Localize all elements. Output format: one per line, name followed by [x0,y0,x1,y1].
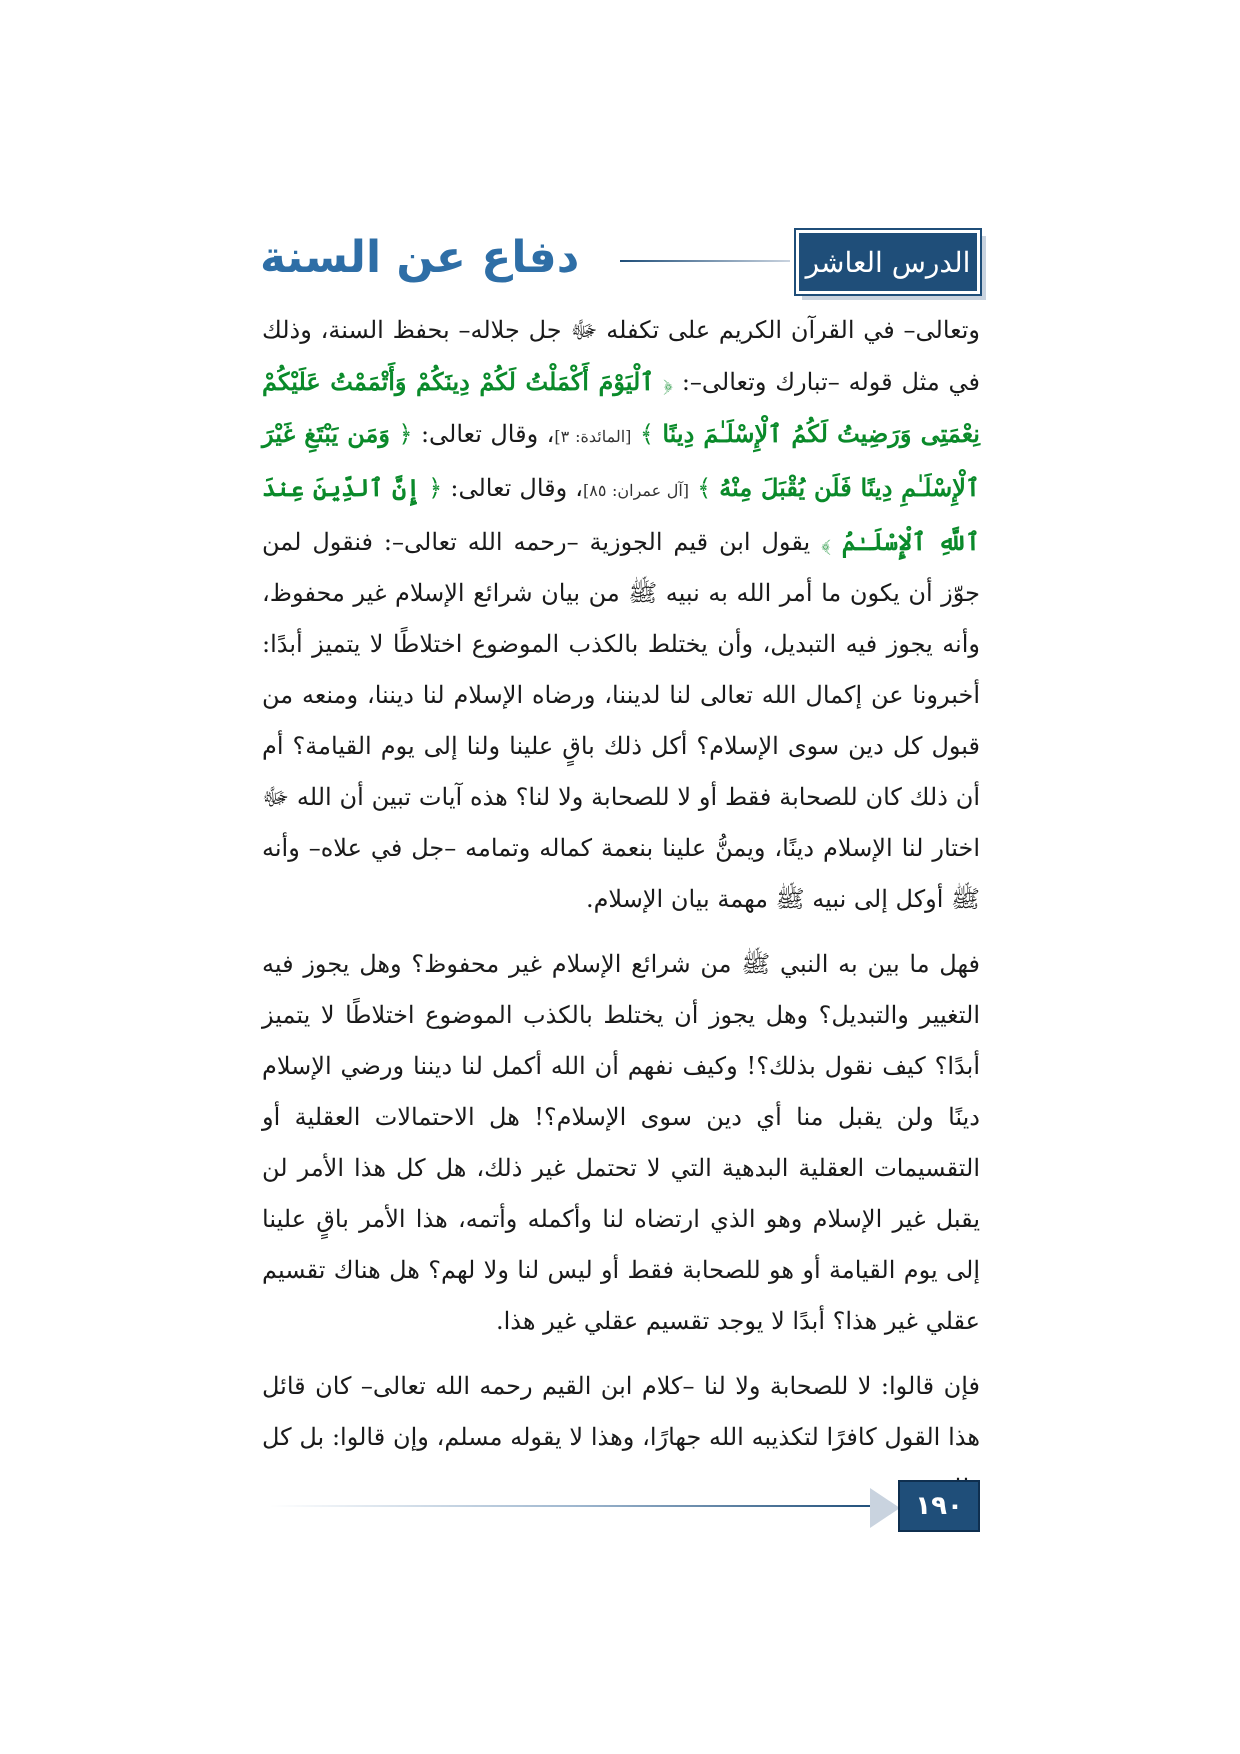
page-body [262,305,980,1528]
paragraph-1 [262,305,980,925]
paragraph-1-text-4: يقول ابن قيم الجوزية –رحمه الله تعالى–: فنقول لمن جوّز أن يكون ما أمر الله به نبيه ﷺ من بيان شرائع الإسلام غير محفوظ، وأنه يجوز فيه التبديل، وأن يختلط بالكذب الموضوع اختلاطًا لا يتميز أبدًا: أخبرونا عن إكمال الله تعالى لنا لديننا، ورضاه الإسلام لنا ديننا، ومنعه من قبول كل دين سوى الإسلام؟ أكل ذلك باقٍ علينا ولنا إلى يوم القيامة؟ أم أن ذلك كان للصحابة فقط أو لا للصحابة ولا لنا؟ هذه آيات تبين أن الله ﷻ اختار لنا الإسلام دينًا، ويمنُّ علينا بنعمة كماله وتمامه –جل في علاه– وأنه ﷺ أوكل إلى نبيه ﷺ مهمة بيان الإسلام. [262,528,980,913]
quran-verse-3: إِنَّ ٱلدِّينَ عِندَ ٱللَّهِ ٱلْإِسْلَـٰمُ [262,473,980,556]
verse-bracket-open: ﴿ [663,368,674,396]
verse-reference-2: [آل عمران: ٨٥] [583,481,690,500]
verse-bracket-close: ﴾ [639,420,654,448]
header-divider [620,260,790,262]
book-title: دفاع عن السنة [260,232,580,283]
paragraph-3: فإن قالوا: لا للصحابة ولا لنا –كلام ابن القيم رحمه الله تعالى– كان قائل هذا القول كافرًا لتكذيبه الله جهارًا، وهذا لا يقوله مسلم، وإن قالوا: بل كل [262,1372,980,1451]
lesson-label: الدرس العاشر [796,230,980,294]
page-number: ١٩٠ [898,1480,980,1532]
verse-bracket-open: ﴿ [428,474,443,502]
verse-bracket-close: ﴾ [821,528,831,556]
verse-bracket-open: ﴿ [398,420,413,448]
paragraph-2: فهل ما بين به النبي ﷺ من شرائع الإسلام غير محفوظ؟ وهل يجوز فيه التغيير والتبديل؟ وهل يجوز أن يختلط بالكذب الموضوع اختلاطًا لا يتميز أبدًا؟ كيف نقول بذلك؟! وكيف نفهم أن الله أكمل لنا ديننا ورضي الإسلام دينًا ولن يقبل منا أي دين سوى الإسلام؟! هل الاحتمالات العقلية أو التقسيمات العقلية البدهية التي لا تحتمل غير ذلك، هل كل هذا الأمر لن يقبل غير الإسلام وهو الذي ارتضاه لنا وأكمله وأتمه، هذا الأمر باقٍ علينا إلى يوم القيامة أو هو للصحابة فقط أو ليس لنا ولا لهم؟ هل هناك تقسيم عقلي غير هذا؟ أبدًا لا يوجد تقسيم عقلي غير هذا. [262,950,981,1335]
verse-reference-1: [المائدة: ٣] [554,427,632,446]
paragraph-1-text-2: ، وقال تعالى: [420,420,555,448]
paragraph-1-text-3: ، وقال تعالى: [450,474,584,502]
quran-verse-2: وَمَن يَبْتَغِ غَيْرَ ٱلْإِسْلَـٰمِ دِينًا فَلَن يُقْبَلَ مِنْهُ [262,419,980,502]
verse-bracket-close: ﴾ [697,474,712,502]
page-footer [260,1480,980,1532]
quran-verse-1: ٱلْيَوْمَ أَكْمَلْتُ لَكُمْ دِينَكُمْ وَأَتْمَمْتُ عَلَيْكُمْ نِعْمَتِى وَرَضِيتُ لَكُمُ ٱلْإِسْلَـٰمَ دِينًا [262,367,980,448]
footer-divider [270,1505,880,1507]
footer-arrow-decoration [870,1488,900,1528]
paragraph-1-text-1: وتعالى– في القرآن الكريم على تكفله ﷻ جل جلاله– بحفظ السنة، وذلك في مثل قوله –تبارك وتعالى–: [262,316,981,396]
page-header [260,230,980,292]
